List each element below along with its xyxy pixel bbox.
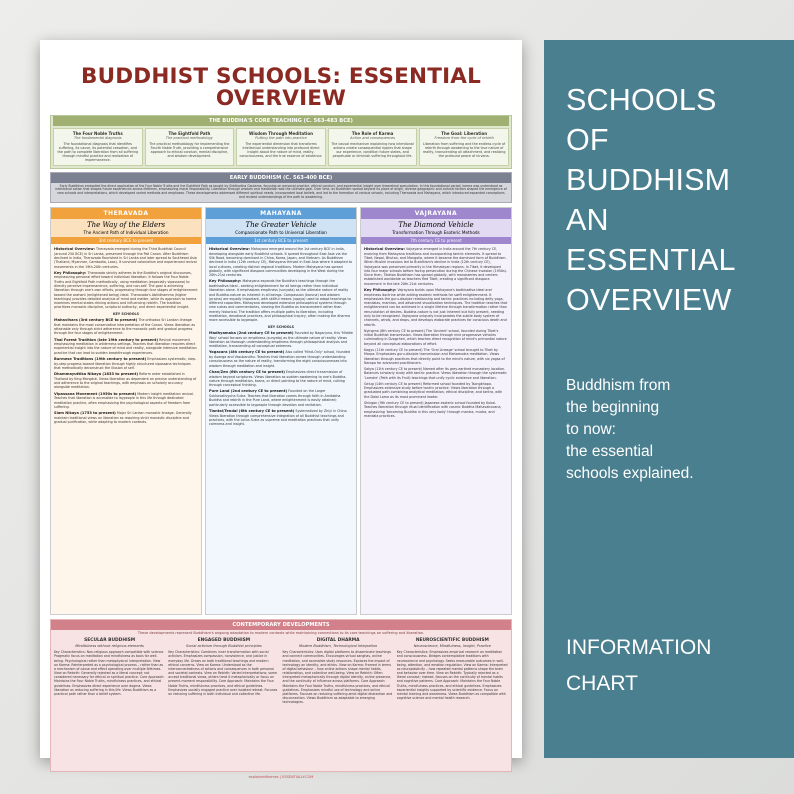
school-title: The Way of the Elders: [86, 220, 166, 229]
heading-line: OF: [566, 123, 609, 157]
contemporary-title: ENGAGED BUDDHISM: [197, 637, 251, 643]
school-body: [51, 244, 201, 614]
panel-tagline: [566, 375, 694, 485]
key-school-text: Reform order established in Thailand by King Mongkut. Views liberation as dependent on precise understanding of and adherence to the original teachings, with emphasis on scholarly accuracy alongside meditation.: [54, 372, 197, 390]
key-school-text: Founded on the Larger Sukhavativyuha Sutra. Teaches that liberation comes through faith in Amitabha Buddha and rebirth in the Pure Land, where enlightenment is easily attained; particularly accessible to laypeople through devotion and recitation.: [209, 389, 341, 407]
contemporary-subtitle: Social activism through Buddhist principles: [186, 643, 262, 648]
key-school-text: The orthodox Sri Lankan lineage that maintains the most conservative interpretation of the Canon. Views liberation as attainable only through strict adherence to the monastic path and gradual progress through the four stages of enlightenment.: [54, 317, 196, 336]
key-school: [209, 389, 353, 407]
early-buddhism-section: [50, 172, 512, 203]
key-school: [54, 318, 198, 336]
section-label: Key Philosophy:: [54, 270, 87, 275]
heading-line: ESSENTIAL: [566, 243, 736, 277]
key-school-name: Siam Nikaya (1753 to present): [54, 411, 116, 416]
key-school-text: Emphasizes systematic, step-by-step progress toward liberation through highly structured vipassana techniques that methodically deconstruct the illusion of self.: [54, 357, 197, 370]
school-date: 7th century CE to present: [361, 237, 511, 244]
contemporary-section: [50, 619, 512, 772]
key-school-name: Chan/Zen (6th century CE to present): [209, 369, 285, 374]
school-section: [364, 382, 508, 399]
key-school-name: Yogacara (4th century CE to present): [209, 350, 285, 355]
section-text: Theravada emerged during the Third Buddhist Council (around 250 BCE) in Sri Lanka, preserved through the Pali Canon. After Buddhism declined in India, Theravada flourished in Sri Lanka and later spread to Southeast Asia (Thailand, Myanmar, Cambodia, Laos). It survived colonialism and experienced revival movements in the 19th-20th centuries.: [54, 246, 197, 269]
info-panel: [544, 40, 794, 758]
tagline-line: Buddhism from: [566, 377, 671, 394]
contemporary-row: [51, 636, 511, 771]
teaching-title: The Four Noble Truths: [72, 131, 123, 136]
heading-line: AN: [566, 203, 609, 237]
poster-footer: explainedthemes | ESSENTIALLY.COM: [248, 774, 314, 779]
teaching-subtitle: Putting the path into practice: [255, 136, 307, 140]
school-subheader: [51, 219, 201, 237]
section-label: Historical Overview:: [209, 246, 250, 251]
heading-line: OVERVIEW: [566, 283, 732, 317]
core-teaching-header: THE BUDDHA'S CORE TEACHING (C. 563-483 BCE): [53, 116, 509, 126]
school-subtitle: Transformation Through Esoteric Methods: [392, 229, 480, 235]
key-school-name: Madhyamaka (2nd century CE to present): [209, 330, 294, 335]
teaching-subtitle: The practical methodology: [165, 136, 213, 140]
contemporary-card: [54, 638, 165, 768]
teaching-card: [328, 128, 418, 166]
school-section: [54, 247, 198, 269]
school-name: MAHAYANA: [206, 208, 356, 219]
contemporary-header: CONTEMPORARY DEVELOPMENTS: [51, 620, 511, 630]
poster-image: [40, 40, 522, 779]
school-body: [361, 244, 511, 614]
key-schools-label: KEY SCHOOLS: [113, 311, 139, 316]
school-section: [364, 348, 508, 365]
teaching-card: [236, 128, 326, 166]
info-line: INFORMATION: [566, 636, 712, 659]
key-school: [54, 338, 198, 356]
section-label: Historical Overview:: [54, 246, 95, 251]
key-school-text: Modern insight meditation revival. Teaches that liberation is accessible to laypeople in this life through dedicated meditation practice, often emphasizing the psychological aspects of freedom from suffering.: [54, 391, 194, 409]
school-section: [364, 247, 508, 286]
contemporary-title: DIGITAL DHARMA: [316, 637, 360, 643]
section-text: Vajrayana builds upon Mahayana's bodhisattva ideal and emptiness doctrine while adding esoteric methods for swift enlightenment. It emphasizes the guru-disciple relationship and tantric practices including deity yoga, mandalas, mantras, and advanced visualization techniques. The tradition teaches that enlightenment can be achieved in a single lifetime through transformation rather than renunciation of desires. Buddha-nature is not just inherent but fully present, needing only to be recognized. Vajrayana uniquely incorporates the subtle body system of channels, winds, and drops, and develops elaborate practices for conscious death and rebirth.: [364, 287, 508, 327]
tagline-line: schools explained.: [566, 465, 694, 482]
key-school: [54, 372, 198, 390]
contemporary-card: [283, 638, 394, 768]
teaching-title: The Goal: Liberation: [441, 131, 488, 136]
tagline-line: the essential: [566, 443, 654, 460]
teaching-subtitle: Action and consequences: [350, 136, 395, 140]
section-label: Key Philosophy:: [364, 287, 397, 292]
key-school: [209, 331, 353, 349]
panel-info-label: [566, 630, 711, 702]
section-text: Kagyu (11th century CE to present) The 'Oral Lineage' school brought to Tibet by Marpa. Emphasizes guru-disciple transmission and Mahamudra meditation. Views liberation through practices that directly point to the mind's nature, with six yogas of Naropa for advanced practitioners.: [364, 347, 505, 365]
school-section: [209, 247, 353, 277]
school-section: [364, 288, 508, 327]
core-teaching-section: [50, 115, 512, 169]
teaching-card: [145, 128, 235, 166]
poster-title: BUDDHIST SCHOOLS: ESSENTIAL OVERVIEW: [80, 64, 482, 111]
school-column-vajrayana: [360, 207, 512, 615]
contemporary-card: [168, 638, 279, 768]
teaching-card: [419, 128, 509, 166]
section-text: Mahayana expands the Buddha's teachings through the bodhisattva ideal - seeking enlightenment for all beings rather than individual liberation alone. It emphasizes emptiness (sunyata) as the ultimate nature of reality and Buddha-nature as inherent in all beings. Compassion (karuna) and wisdom (prajna) are equally important, with skillful means (upaya) used to adapt teachings to different capacities. Mahayana developed extensive philosophical systems through new sutras and commentaries, viewing the Buddha as transcendent rather than merely historical. The tradition offers multiple paths to liberation, including meditation, devotional practices, and philosophical inquiry, often making the dharma more accessible to laypeople.: [209, 279, 351, 323]
key-school-name: Dhammayuttika Nikaya (1833 to present): [54, 372, 138, 377]
key-school-name: Thai Forest Tradition (late 19th century to present): [54, 337, 159, 342]
key-school: [54, 357, 198, 370]
school-subheader: [206, 219, 356, 237]
section-text: Shingon (9th century CE to present) Japanese esoteric school founded by Kukai. Teaches liberation through ritual identification with cosmic Buddha Mahavairocana, emphasizing 'becoming Buddha in this very body' through mantra, mudra, and mandala practices.: [364, 401, 502, 418]
key-school: [209, 370, 353, 388]
key-school-text: Founded by Nagarjuna, this 'Middle Way' school focuses on emptiness (sunyata) as the ultimate nature of reality. Views liberation as thorough understanding emptiness through philosophical analysis and meditation, transcending all conceptual extremes.: [209, 330, 353, 349]
school-name: VAJRAYANA: [361, 208, 511, 219]
key-school-text: Major Sri Lankan monastic lineage. Generally maintain traditional views on liberation as requiring strict monastic discipline and gradual purification, while adapting to modern contexts.: [54, 411, 192, 425]
section-text: Theravada strictly adheres to the Buddha's original discourses, emphasizing personal effort toward individual liberation. It follows the Four Noble Truths and Eightfold Path methodically, using meditation (especially vipassana) to directly perceive impermanence, suffering, and non-self. The goal is achieving liberation through one's own efforts, progressing through four stages of enlightenment toward the arahant (enlightened being) ideal. Theravada's Abhidhamma (higher teachings) provides detailed analysis of mind and matter, while its approach to karma examines mental states driving actions and influencing rebirth. The tradition prioritizes monastic discipline, scriptural authority, and direct experiential insight.: [54, 270, 198, 310]
teaching-card: [53, 128, 143, 166]
school-section: [364, 401, 508, 418]
school-section: [364, 367, 508, 380]
school-name: THERAVADA: [51, 208, 201, 219]
contemporary-subtitle: Mindfulness without religious elements: [75, 643, 144, 648]
section-label: Key Philosophy:: [209, 279, 242, 284]
school-date: 3rd century BCE to present: [51, 237, 201, 244]
key-school: [54, 411, 198, 424]
section-text: Vajrayana emerged in India around the 7th century CE, evolving from Mahayana traditions and incorporating tantric elements. It spread to Tibet, Nepal, Bhutan, and Mongolia, where it became the dominant form of Buddhism. When Muslim invasions led to Buddhism's decline in India (12th century CE), Vajrayana was preserved primarily in the Himalayan regions. In Tibet, it developed into four major schools before facing persecution during the Chinese invasion (1950s). Since then, Tibetan Buddhism has spread globally, with monasteries and centers established worldwide as teachers fled Tibet, creating a significant diaspora movement in the late 20th-21st centuries.: [364, 246, 508, 286]
tagline-line: the beginning: [566, 399, 660, 416]
heading-line: BUDDHISM: [566, 163, 731, 197]
key-school-name: Mahavihara (3rd century BCE to present): [54, 317, 138, 322]
panel-heading: [566, 80, 736, 320]
section-text: Mahayana emerged around the 1st century BCE in India, developing alongside early Buddhist schools. It spread throughout East Asia via the Silk Road, becoming dominant in China, Korea, Japan, and Vietnam. As Buddhism declined in India (12th century CE), Mahayana thrived in East Asia where it adapted to local cultures, creating distinct regional traditions. Modern Mahayana has spread globally, with significant diaspora communities developing in the West during the 20th-21st centuries.: [209, 246, 353, 278]
core-teaching-row: [53, 128, 509, 166]
key-school-text: Also called 'Mind-Only' school, founded by Asanga and Vasubandhu. Teaches that liberation comes through understanding consciousness as the nature of reality, transforming the eight consciousnesses into wisdom through meditation and insight.: [209, 350, 350, 368]
key-school: [209, 409, 353, 427]
teaching-title: Wisdom Through Meditation: [248, 131, 313, 136]
section-text: Gelug (14th century CE to present) Reformed school founded by Tsongkhapa. Emphasizes extensive study before tantric practice. Views liberation through a graduated path combining analytical meditation, ethical discipline, and tantra, with the Dalai Lama as its most prominent leader.: [364, 381, 503, 399]
tagline-line: to now:: [566, 421, 616, 438]
teaching-title: The Eightfold Path: [168, 131, 211, 136]
teaching-title: The Role of Karma: [351, 131, 394, 136]
early-buddhism-header: EARLY BUDDHISM (C. 563-400 BCE): [51, 173, 511, 183]
key-school-text: Revival movement emphasizing meditation in wilderness settings. Teaches that liberation requires direct experiential insight into the nature of mind and reality, alongside intensive meditation practice that can lead to sudden breakthrough experiences.: [54, 337, 197, 355]
school-subtitle: The Ancient Path of Individual Liberation: [83, 229, 169, 235]
teaching-subtitle: The fundamental diagnosis: [74, 136, 122, 140]
contemporary-text: Key Characteristics: Emphasizes empirical research on meditation and consciousness. Bridges contemplative traditions with neuroscience and psychology. Seeks measurable outcomes in well-being, attention, and emotion regulation. View on Karma: Interpreted as neuroplasticity – how repeated mental patterns shape the brain and behavior over time. View on Rebirth: Typically rejected as a literal concept; instead, focuses on the continuity of mental habits and cognitive patterns. Core Approach: Maintains the Four Noble Truths, mindfulness practices, and ethical guidelines. Emphasizes experiential insights supported by scientific evidence. Focus on mental training and awareness. Views Buddhism as compatible with cognitive science and mental health research.: [396, 650, 508, 700]
contemporary-text: Key Characteristics: Non-religious approach compatible with science. Pragmatic focus on meditation and mindfulness as tools for well-being. Psychological rather than metaphysical interpretation. View on Karma: Reinterpreted as a psychological process – rather than as a mechanism of cause and effect operating over multiple lifetimes. View on Rebirth: Generally rejected as a literal concept; not considered necessary for ethical or spiritual practice. Core Approach: Maintains the Four Noble Truths, mindfulness practices, and ethical guidelines. Emphasizes direct experience over dogma. Views liberation as reducing suffering in this life. Views Buddhism as a practical path rather than a belief system.: [54, 650, 165, 696]
contemporary-intro: These developments represent Buddhism's ongoing adaptation to modern contexts while maintaining connections to its core teachings on suffering and liberation.: [137, 630, 425, 635]
key-schools-label: KEY SCHOOLS: [268, 324, 294, 329]
school-section: [54, 271, 198, 310]
contemporary-title: SECULAR BUDDHISM: [84, 637, 136, 643]
contemporary-text: Key Characteristics: Combines inner transformation with social activism. Emphasizes compassion, nonviolence, and justice in everyday life. Draws on both traditional teachings and modern ethical concerns. View on Karma: Understood as the interconnectedness of actions and consequences in both personal and societal contexts. View on Rebirth: Varied interpretations; some accept traditional views, others treat it metaphorically or focus on present-moment responsibility. Core Approach: Maintains the Four Noble Truths, mindfulness practices, and ethical guidelines. Emphasizes socially engaged practice over isolated retreat. Focuses on reducing suffering in both individual and collective life.: [168, 650, 278, 696]
teaching-text: The practical methodology for implementing the Fourth Noble Truth, providing a comprehensive approach to ethical conduct, mental discipline, and wisdom development.: [149, 142, 230, 159]
heading-line: SCHOOLS: [566, 83, 717, 117]
key-school-name: Tiantai/Tendai (6th century CE to present): [209, 408, 295, 413]
key-school-name: Burmese Traditions (19th century to present): [54, 357, 147, 362]
teaching-subtitle: Freedom from the cycle of rebirth: [434, 136, 494, 140]
contemporary-card: [397, 638, 508, 768]
contemporary-subtitle: Modern Buddhism, Technological Integration: [299, 643, 378, 648]
section-label: Historical Overview:: [364, 246, 405, 251]
contemporary-text: Key Characteristics: Uses digital platforms to disseminate teachings and connect communities. Encourages virtual sanghas, online meditation, and accessible study resources. Explores the impact of technology on identity, and ethics. View on Karma: Framed in terms of digital behaviour – how online actions shape mental habits, relationships, and collective well-being. View on Rebirth: Often interpreted metaphorically through digital identity, online presence, and the continuity of influence across platforms. Core Approach: Maintains the Four Noble Truths, mindfulness practices, and ethical guidelines. Emphasizes mindful use of technology and online platforms. Focuses on reducing suffering amid digital distraction and disconnection. Views Buddhism as adaptable to emerging technologies.: [282, 650, 393, 705]
school-title: The Diamond Vehicle: [398, 220, 474, 229]
school-subheader: [361, 219, 511, 237]
section-text: Sakya (11th century CE to present) Named after its grey-earthed monastery location. Balances scholarly study with tantric practice. Views liberation through the systematic 'Lamdre' (Path with its Fruit) teachings that unify cyclic existence and liberation.: [364, 367, 507, 380]
section-text: Nyingma (8th century CE to present) The 'Ancient' school, founded during Tibet's initial Buddhist transmission. Views liberation through nine progressive vehicles culminating in Dzogchen, which teaches direct recognition of mind's primordial nature beyond all conceptual elaborations of effort.: [364, 328, 507, 346]
school-column-theravada: [50, 207, 202, 615]
contemporary-title: NEUROSCIENTIFIC BUDDHISM: [415, 637, 489, 643]
school-date: 1st century BCE to present: [206, 237, 356, 244]
key-school: [54, 392, 198, 410]
key-school-name: Pure Land (2nd century CE to present): [209, 389, 288, 394]
school-column-mahayana: [205, 207, 357, 615]
early-buddhism-text: Early Buddhism embodied the direct application of the Four Noble Truths and the Eightfold Path as taught by Siddhartha Gautama, focusing on personal practice, ethical conduct, and experiential insight over theoretical speculation. In this foundational period, karma was understood as intentional action that shapes future experiences across lifetimes, emphasizing moral responsibility. Liberation through wisdom and meditation was the ultimate goal. Over time, as Buddhism spread beyond its place of origin, diverse geographic and cultural factors shaped the emergence of new schools and interpretations, which developed varied methods and emphases. These developments addressed different spiritual needs, incorporated local beliefs, and led to the formation of various schools, including Theravada and Mahayana, which introduced expanded conceptions and revised understandings of the path to awakening.: [55, 183, 507, 200]
schools-columns: [50, 207, 512, 615]
school-section: [209, 279, 353, 322]
teaching-text: The foundational diagnosis that identifies suffering, its cause, its potential cessation, and the path to complete liberation from all suffering through mindful practice and realization of impermanence.: [57, 142, 139, 163]
key-school: [209, 350, 353, 368]
key-school-text: Emphasizes direct transmission of wisdom beyond scriptures. Views liberation as sudden awakening to one's Buddha-nature through meditation, koans, or direct pointing to the nature of mind, cutting through conceptual thinking.: [209, 369, 347, 388]
key-school-name: Vipassana Movement (1950s to present): [54, 391, 137, 396]
school-section: [364, 329, 508, 346]
teaching-text: The causal mechanism explaining how intentional actions create consequential ripples that shape our experience, condition future states, and perpetuate or diminish suffering throughout life.: [331, 142, 414, 159]
key-school-text: Systematized by Zhiyi in China. Views liberation through comprehensive integration of all Buddhist teachings and practices, with the Lotus Sutra as supreme and meditation practices that unify calmness and insight.: [209, 408, 348, 427]
teaching-text: The experiential dimension that transforms intellectual understanding into profound direct insight about the nature of mind, reality, consciousness, and the true essence of existence.: [239, 142, 323, 159]
info-line: CHART: [566, 672, 638, 695]
contemporary-subtitle: Neuroscience, Mindfulness, Insight, Practice: [413, 643, 491, 648]
school-body: [206, 244, 356, 614]
school-title: The Greater Vehicle: [245, 220, 317, 229]
teaching-text: Liberation from suffering and the endless cycle of rebirth through awakening to the true nature of reality, transcending all attachment, and realizing the profound peace of nirvana.: [422, 142, 506, 159]
school-subtitle: Compassionate Path to Universal Liberation: [235, 229, 327, 235]
